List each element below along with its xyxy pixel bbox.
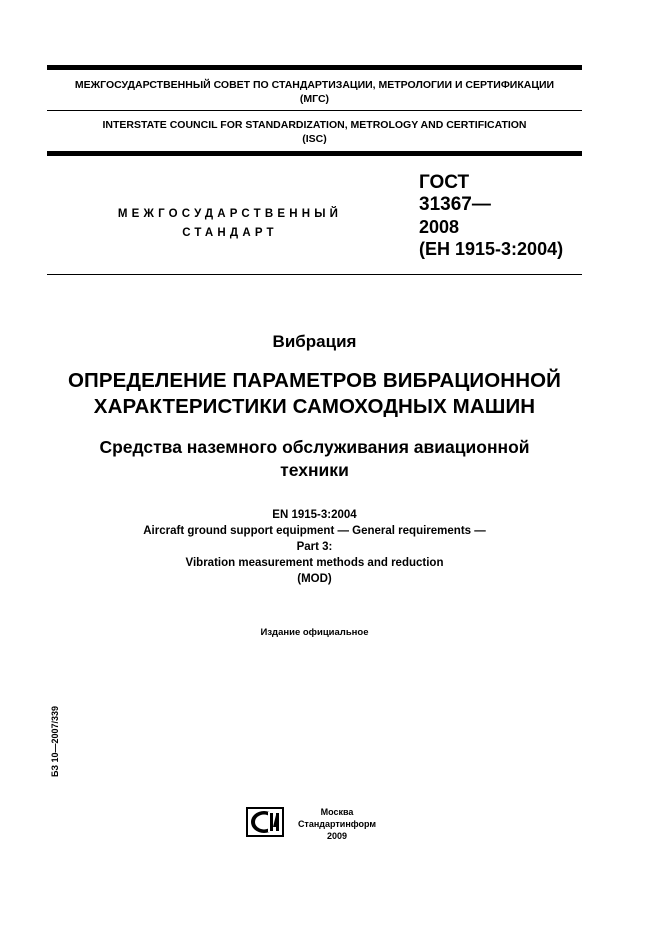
designation-equivalent: (ЕН 1915-3:2004) [419,239,564,259]
sub-title-line2: техники [280,460,349,480]
top-rule [47,65,582,70]
topic-title: Вибрация [272,332,357,351]
council-ru-abbr: (МГС) [299,93,330,105]
designation [419,172,563,260]
english-block [47,507,582,587]
publisher [292,806,382,842]
sub-title-line1: Средства наземного обслуживания авиационной [99,437,530,457]
header-bottom-rule [47,274,582,275]
english-line1: Aircraft ground support equipment — General requirements — [143,525,486,537]
main-title [47,368,582,420]
publisher-year: 2009 [326,831,348,841]
publisher-name: Стандартинформ [297,819,377,829]
council-en-abbr: (ISC) [302,133,327,145]
standard-kind-line2: СТАНДАРТ [182,227,278,239]
standard-kind [60,205,400,243]
council-divider [47,110,582,111]
main-title-line1: ОПРЕДЕЛЕНИЕ ПАРАМЕТРОВ ВИБРАЦИОННОЙ [68,369,561,392]
council-bottom-rule [47,151,582,156]
designation-year: 2008 [419,217,460,237]
side-note: БЗ 10—2007/339 [50,705,60,777]
standard-kind-line1: МЕЖГОСУДАРСТВЕННЫЙ [117,208,343,220]
english-line3: Vibration measurement methods and reduction [185,557,444,569]
edition-note: Издание официальное [260,627,369,638]
designation-number: 31367— [419,194,491,215]
council-ru [47,78,582,106]
council-en-name: INTERSTATE COUNCIL FOR STANDARDIZATION, METROLOGY AND CERTIFICATION [102,119,527,131]
publisher-city: Москва [320,807,354,817]
english-line4: (MOD) [297,573,332,585]
council-ru-name: МЕЖГОСУДАРСТВЕННЫЙ СОВЕТ ПО СТАНДАРТИЗАЦИИ, МЕТРОЛОГИИ И СЕРТИФИКАЦИИ [74,79,555,91]
standartinform-logo-icon [246,807,284,837]
english-code: EN 1915-3:2004 [272,509,357,521]
main-title-line2: ХАРАКТЕРИСТИКИ САМОХОДНЫХ МАШИН [93,395,536,418]
sub-title [47,436,582,482]
designation-gost: ГОСТ [419,172,470,193]
council-en [47,118,582,146]
english-line2: Part 3: [296,541,333,553]
